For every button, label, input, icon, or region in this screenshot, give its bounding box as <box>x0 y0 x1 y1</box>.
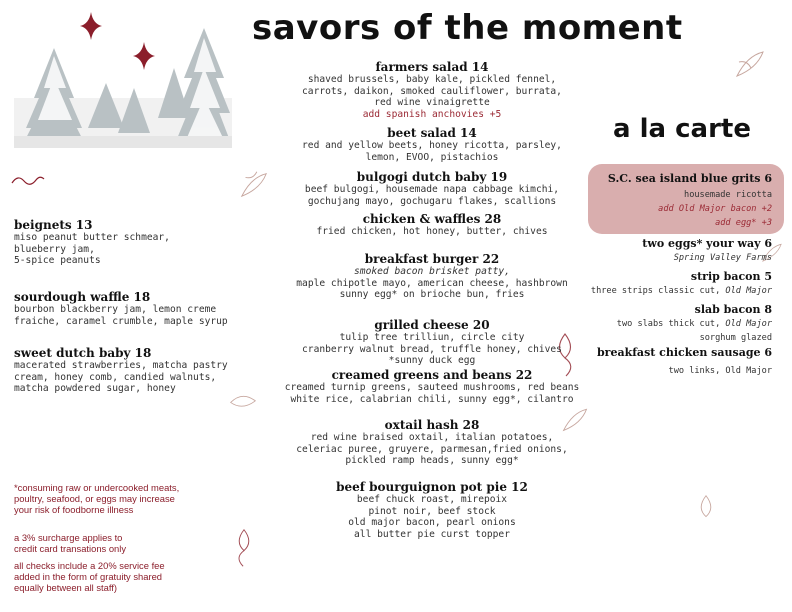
sparkle-icon <box>133 41 155 71</box>
item-desc: blueberry jam, <box>14 243 95 255</box>
menu-item-oxtail-hash <box>262 418 602 467</box>
item-desc: red and yellow beets, honey ricotta, parsley, <box>302 140 562 151</box>
item-desc: housemade ricotta <box>684 190 772 200</box>
item-desc: all butter pie curst topper <box>354 528 510 540</box>
menu-item-sourdough-waffle <box>14 290 244 327</box>
menu-item-chicken-sausage <box>580 346 772 377</box>
item-desc: 5-spice peanuts <box>14 255 101 267</box>
item-desc: pickled ramp heads, sunny egg* <box>345 455 519 467</box>
menu-item-creamed-greens <box>262 368 602 405</box>
item-desc: sorghum glazed <box>699 333 772 343</box>
raw-food-warning: *consuming raw or undercooked meats, poultry, seafood, or eggs may increase your risk of foodborne illness <box>14 482 180 515</box>
item-name: creamed greens and beans 22 <box>331 368 533 382</box>
item-desc: smoked bacon brisket patty, <box>354 266 510 277</box>
menu-item-breakfast-burger <box>262 252 602 301</box>
item-desc: gochujang mayo, gochugaru flakes, scallions <box>307 195 557 207</box>
item-desc: three strips classic cut, Old Major <box>590 286 772 296</box>
menu-item-farmers-salad <box>262 60 602 120</box>
item-desc: sunny egg* on brioche bun, fries <box>339 289 525 301</box>
leaf-icon <box>694 494 718 534</box>
item-name: bulgogi dutch baby 19 <box>356 170 508 184</box>
item-desc: *sunny duck egg <box>388 355 476 367</box>
menu-item-chicken-waffles <box>262 212 602 238</box>
item-desc: bourbon blackberry jam, lemon creme <box>14 304 217 315</box>
item-desc: creamed turnip greens, sauteed mushrooms, red beans <box>284 382 580 393</box>
page-title: savors of the moment <box>252 8 683 48</box>
item-name: beignets 13 <box>14 218 93 232</box>
item-desc: lemon, EVOO, pistachios <box>365 151 499 163</box>
item-desc: tulip tree trilliun, circle city <box>339 332 525 343</box>
item-desc: fried chicken, hot honey, butter, chives <box>316 226 548 237</box>
leaf-icon <box>232 528 256 568</box>
item-desc: old major bacon, pearl onions <box>348 517 516 529</box>
item-name: breakfast chicken sausage 6 <box>596 346 772 359</box>
item-desc: red wine braised oxtail, italian potatoes, <box>310 432 554 443</box>
menu-item-beet-salad <box>262 126 602 163</box>
item-desc: red wine vinaigrette <box>374 97 490 109</box>
item-desc: miso peanut butter schmear, <box>14 232 170 243</box>
menu-item-beignets <box>14 218 244 267</box>
surcharge-note: a 3% surcharge applies to credit card transations only <box>14 532 127 554</box>
item-name: breakfast burger 22 <box>364 252 500 266</box>
item-name: sweet dutch baby 18 <box>14 346 152 360</box>
item-desc: cream, honey comb, candied walnuts, <box>14 371 217 383</box>
item-desc: Spring Valley Farms <box>673 253 772 263</box>
menu-item-grilled-cheese <box>262 318 602 367</box>
item-name: chicken & waffles 28 <box>362 212 502 226</box>
item-name: grilled cheese 20 <box>374 318 490 332</box>
item-name: two eggs* your way 6 <box>642 237 772 250</box>
item-desc: shaved brussels, baby kale, pickled fennel, <box>307 74 557 85</box>
item-name: slab bacon 8 <box>694 303 772 316</box>
item-addon: add egg* +3 <box>715 218 772 228</box>
item-desc: celeriac puree, gruyere, parmesan,fried onions, <box>296 443 568 455</box>
menu-item-two-eggs <box>580 237 772 264</box>
item-desc: carrots, daikon, smoked cauliflower, burrata, <box>302 85 562 97</box>
leaf-icon <box>733 46 767 80</box>
squiggle-icon <box>10 174 46 188</box>
menu-item-slab-bacon <box>580 303 772 344</box>
item-desc: two links, Old Major <box>668 366 772 376</box>
item-name: beet salad 14 <box>387 126 477 140</box>
item-name: beef bourguignon pot pie 12 <box>336 480 528 494</box>
item-addon: add spanish anchovies +5 <box>362 108 502 120</box>
item-desc: two slabs thick cut, Old Major <box>616 319 772 329</box>
item-desc: maple chipotle mayo, american cheese, hashbrown <box>296 277 568 289</box>
item-desc: cranberry walnut bread, truffle honey, chives <box>302 343 562 355</box>
service-fee-note: all checks include a 20% service fee added in the form of gratuity shared equally between all staff) <box>14 560 165 593</box>
item-desc: fraiche, caramel crumble, maple syrup <box>14 315 228 327</box>
item-name: S.C. sea island blue grits 6 <box>607 172 772 185</box>
menu-item-blue-grits <box>580 172 772 229</box>
sparkle-icon <box>80 12 102 40</box>
item-name: farmers salad 14 <box>375 60 489 74</box>
snowy-trees-image <box>14 28 232 148</box>
item-addon: add Old Major bacon +2 <box>658 204 772 214</box>
item-desc: beef bulgogi, housemade napa cabbage kimchi, <box>304 184 560 195</box>
item-name: oxtail hash 28 <box>384 418 480 432</box>
menu-item-pot-pie <box>262 480 602 540</box>
menu-item-strip-bacon <box>580 270 772 297</box>
menu-item-sweet-dutch-baby <box>14 346 244 395</box>
item-desc: white rice, calabrian chili, sunny egg*, cilantro <box>290 393 574 405</box>
item-name: sourdough waffle 18 <box>14 290 151 304</box>
item-desc: matcha powdered sugar, honey <box>14 383 176 395</box>
item-desc: beef chuck roast, mirepoix <box>356 494 508 505</box>
menu-item-bulgogi-dutch-baby <box>262 170 602 207</box>
item-name: strip bacon 5 <box>690 270 772 283</box>
item-desc: pinot noir, beef stock <box>368 505 496 517</box>
section-title-a-la-carte: a la carte <box>613 114 751 144</box>
item-desc: macerated strawberries, matcha pastry <box>14 360 228 371</box>
